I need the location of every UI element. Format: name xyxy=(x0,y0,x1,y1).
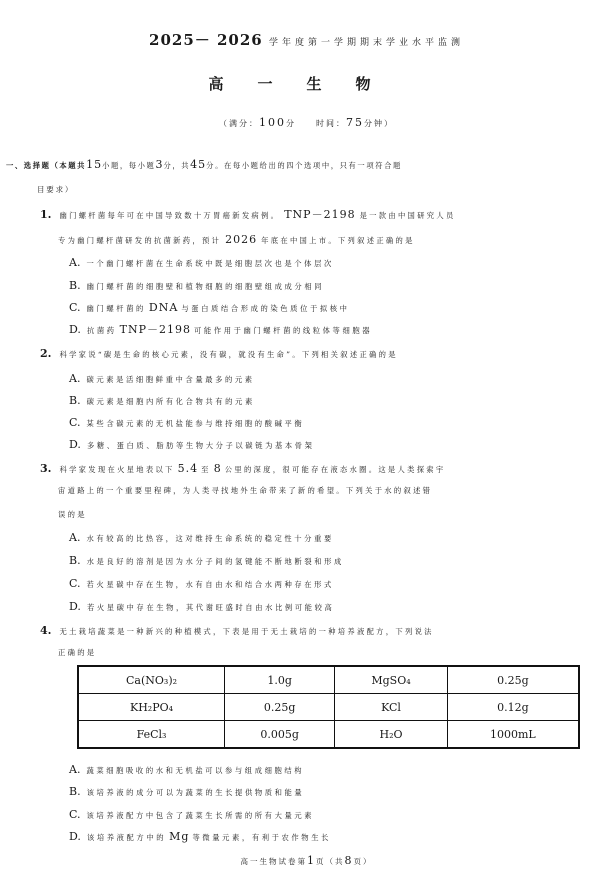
option-letter: A. xyxy=(69,372,81,385)
option-letter: D. xyxy=(69,600,81,613)
table-cell: KCl xyxy=(335,694,447,721)
question-4 xyxy=(40,625,434,636)
question-text: 专为幽门螺杆菌研发的抗菌新药，预计 xyxy=(58,236,222,245)
option-2b[interactable] xyxy=(69,395,255,406)
option-letter: D. xyxy=(69,438,81,451)
option-text: 若火星碳中存在生物，其代谢旺盛时自由水比例可能较高 xyxy=(86,603,335,612)
year: 2026 xyxy=(225,233,258,246)
option-text: 抗菌药 xyxy=(86,326,117,335)
question-3 xyxy=(40,463,446,474)
option-text: 碳元素是细胞内所有化合物共有的元素 xyxy=(86,397,255,406)
footer-text: 高一生物试卷第 xyxy=(240,857,307,866)
question-2 xyxy=(40,348,398,359)
section-instructions-cont: 目要求） xyxy=(37,185,75,194)
question-3-cont: 宙道路上的一个重要里程碑，为人类寻找地外生命带来了新的希望。下列关于水的叙述错 xyxy=(58,486,433,495)
option-letter: B. xyxy=(69,279,81,292)
option-1b[interactable] xyxy=(69,280,324,291)
table-cell: 0.12g xyxy=(447,694,579,721)
option-letter: C. xyxy=(69,301,81,314)
option-text: 与蛋白质结合形成的染色质位于拟核中 xyxy=(181,304,350,313)
option-4c[interactable] xyxy=(69,809,314,820)
table-cell: 0.25g xyxy=(447,666,579,694)
question-text: 年底在中国上市。下列叙述正确的是 xyxy=(261,236,415,245)
question-number: 4. xyxy=(40,624,52,637)
section-text: 一、选择题（本题共 xyxy=(6,161,87,170)
points-each: 3 xyxy=(155,158,164,171)
score-prefix: （满分： xyxy=(219,119,259,128)
table-row xyxy=(78,694,579,721)
table-row xyxy=(78,721,579,749)
option-letter: C. xyxy=(69,808,81,821)
table-cell: MgSO₄ xyxy=(335,666,447,694)
section-text: 分，共 xyxy=(163,161,191,170)
option-4d[interactable] xyxy=(69,831,331,842)
option-letter: D. xyxy=(69,323,81,336)
option-letter: C. xyxy=(69,416,81,429)
option-1a[interactable] xyxy=(69,257,334,268)
option-text: 该培养液的成分可以为蔬菜的生长提供物质和能量 xyxy=(86,788,305,797)
option-letter: A. xyxy=(69,763,81,776)
page-number: 1 xyxy=(307,854,316,867)
option-2a[interactable] xyxy=(69,373,255,384)
full-score: 100 xyxy=(259,116,286,129)
exam-meta xyxy=(0,117,613,128)
question-4-cont: 正确的是 xyxy=(58,648,97,657)
option-1d[interactable] xyxy=(69,324,372,335)
exam-title-years: 2025－ 2026 xyxy=(149,31,263,49)
nutrient-table xyxy=(77,665,580,749)
option-text: 水是良好的溶剂是因为水分子间的氢键能不断地断裂和形成 xyxy=(86,557,344,566)
question-1 xyxy=(40,209,456,220)
option-text: 一个幽门螺杆菌在生命系统中既是细胞层次也是个体层次 xyxy=(86,259,334,268)
section-instructions xyxy=(6,159,402,170)
table-cell: 0.005g xyxy=(225,721,335,749)
option-letter: D. xyxy=(69,830,81,843)
option-letter: B. xyxy=(69,785,81,798)
option-term: TNP－2198 xyxy=(119,323,191,336)
option-letter: A. xyxy=(69,531,81,544)
question-text: 是一款由中国研究人员 xyxy=(359,211,456,220)
option-text: 多糖、蛋白质、脂肪等生物大分子以碳链为基本骨架 xyxy=(86,441,315,450)
question-number: 3. xyxy=(40,462,52,475)
footer-text: 页） xyxy=(353,857,373,866)
option-text: 幽门螺杆菌的 xyxy=(86,304,146,313)
option-letter: C. xyxy=(69,577,81,590)
table-cell: 1000mL xyxy=(447,721,579,749)
depth-min: 5.4 xyxy=(177,462,199,475)
table-row xyxy=(78,666,579,694)
option-text: 等微量元素，有利于农作物生长 xyxy=(192,833,331,842)
subject-title: 高一生物 xyxy=(208,75,405,93)
question-text: 科学家说“碳是生命的核心元素，没有碳，就没有生命”。下列相关叙述正确的是 xyxy=(59,350,398,359)
option-4b[interactable] xyxy=(69,786,304,797)
option-1c[interactable] xyxy=(69,302,350,313)
option-2d[interactable] xyxy=(69,439,315,450)
table-cell: Ca(NO₃)₂ xyxy=(78,666,225,694)
option-term: DNA xyxy=(148,301,179,314)
time-suffix: 分钟） xyxy=(364,119,394,128)
option-text: 蔬菜细胞吸收的水和无机盐可以参与组成细胞结构 xyxy=(86,766,305,775)
question-text: 幽门螺杆菌每年可在中国导致数十万胃癌新发病例。 xyxy=(59,211,281,220)
option-text: 该培养液配方中的 xyxy=(86,833,167,842)
option-term: Mg xyxy=(169,830,190,843)
drug-name: TNP－2198 xyxy=(284,208,356,221)
option-text: 某些含碳元素的无机盐能参与维持细胞的酸碱平衡 xyxy=(86,419,305,428)
footer-text: 页（共 xyxy=(316,857,345,866)
question-text: 无土栽培蔬菜是一种新兴的种植模式，下表是用于无土栽培的一种培养液配方，下列说法 xyxy=(59,627,434,636)
question-text: 科学家发现在火星地表以下 xyxy=(59,465,175,474)
option-text: 幽门螺杆菌的细胞壁和植物细胞的细胞壁组成成分相同 xyxy=(86,282,325,291)
option-letter: A. xyxy=(69,256,81,269)
option-text: 水有较高的比热容，这对维持生命系统的稳定性十分重要 xyxy=(86,534,334,543)
question-text: 公里的深度，很可能存在液态水圈。这是人类探索宇 xyxy=(224,465,446,474)
page-footer xyxy=(0,855,613,866)
section-text: 小题，每小题 xyxy=(102,161,156,170)
option-3d[interactable] xyxy=(69,601,334,612)
question-count: 15 xyxy=(86,158,103,171)
question-3-cont2: 误的是 xyxy=(58,510,87,519)
depth-max: 8 xyxy=(213,462,222,475)
exam-title-text: 学年度第一学期期末学业水平监测 xyxy=(268,38,464,48)
option-3b[interactable] xyxy=(69,555,344,566)
exam-time: 75 xyxy=(346,116,364,129)
table-cell: FeCl₃ xyxy=(78,721,225,749)
option-2c[interactable] xyxy=(69,417,304,428)
points-total: 45 xyxy=(190,158,207,171)
question-1-cont xyxy=(58,234,415,245)
option-letter: B. xyxy=(69,394,81,407)
option-4a[interactable] xyxy=(69,764,304,775)
option-text: 碳元素是活细胞鲜重中含量最多的元素 xyxy=(86,375,255,384)
option-text: 若火星碳中存在生物，水有自由水和结合水两种存在形式 xyxy=(86,580,334,589)
option-text: 该培养液配方中包含了蔬菜生长所需的所有大量元素 xyxy=(86,811,315,820)
table-cell: 1.0g xyxy=(225,666,335,694)
page-total: 8 xyxy=(344,854,354,867)
exam-title xyxy=(0,33,613,48)
option-3a[interactable] xyxy=(69,532,334,543)
section-text: 分。在每小题给出的四个选项中，只有一项符合题 xyxy=(206,161,402,170)
table-cell: KH₂PO₄ xyxy=(78,694,225,721)
option-text: 可能作用于幽门螺杆菌的线粒体等细胞器 xyxy=(194,326,373,335)
score-suffix: 分 时间： xyxy=(286,119,346,128)
question-number: 1. xyxy=(40,208,52,221)
table-cell: H₂O xyxy=(335,721,447,749)
table-cell: 0.25g xyxy=(225,694,335,721)
option-letter: B. xyxy=(69,554,81,567)
question-number: 2. xyxy=(40,347,52,360)
question-text: 至 xyxy=(201,465,211,474)
option-3c[interactable] xyxy=(69,578,334,589)
